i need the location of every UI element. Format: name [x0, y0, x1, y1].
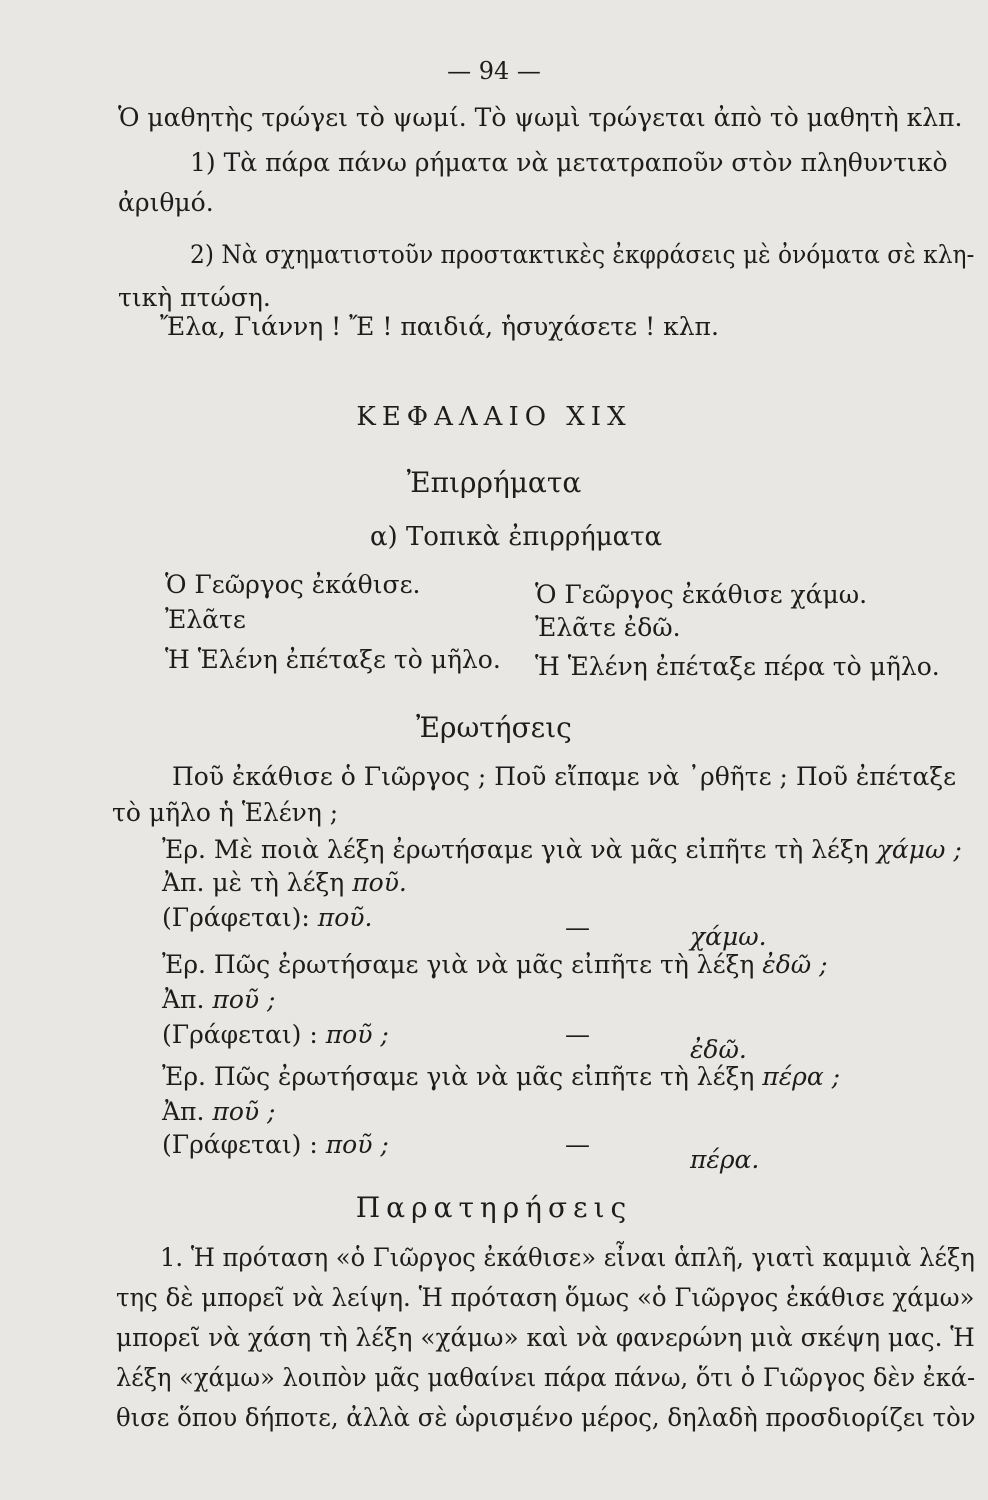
observation-line: 1. Ἡ πρόταση «ὁ Γιῶργος ἐκάθισε» εἶναι ἁπλῆ, γιατὶ καμμιὰ λέξη [160, 1243, 975, 1272]
question-line: Ποῦ ἐκάθισε ὁ Γιῶργος ; Ποῦ εἴπαμε νὰ ᾽ρθῆτε ; Ποῦ ἐπέταξε [172, 762, 957, 791]
chapter-title: ΚΕΦΑΛΑΙΟ XIX [356, 402, 632, 432]
dialogue-answer: Ἀπ. ποῦ ; [162, 1097, 276, 1126]
dialogue-written: (Γράφεται) : ποῦ ; [162, 1130, 389, 1159]
dialogue-word: ποῦ ; [325, 1020, 389, 1049]
exercise-2-line: 2) Νὰ σχηματιστοῦν προστακτικὲς ἐκφράσεις μὲ ὀνόματα σὲ κλη- [190, 240, 975, 269]
dialogue-written-answer: πέρα. [690, 1145, 760, 1174]
dialogue-written: (Γράφεται) : ποῦ ; [162, 1020, 389, 1049]
question-line: τὸ μῆλο ἡ Ἑλένη ; [112, 798, 339, 827]
questions-title: Ἐρωτήσεις [416, 711, 572, 744]
example-right: Ὁ Γεῶργος ἐκάθισε χάμω. [535, 580, 868, 609]
exercise-1-line: ἀριθμό. [118, 188, 214, 217]
dialogue-word: πέρα ; [762, 1062, 841, 1091]
exercise-1-line: 1) Τὰ πάρα πάνω ρήματα νὰ μετατραποῦν στὸν πληθυντικὸ [190, 148, 948, 177]
dialogue-word: χάμω ; [876, 835, 962, 864]
section-title: Ἐπιρρήματα [406, 466, 582, 499]
dialogue-answer: Ἀπ. μὲ τὴ λέξη ποῦ. [162, 868, 407, 897]
dialogue-question: Ἐρ. Πῶς ἐρωτήσαμε γιὰ νὰ μᾶς εἰπῆτε τὴ λέξη ἐδῶ ; [162, 950, 828, 979]
dialogue-word: ποῦ ; [212, 1097, 276, 1126]
dash: — [565, 913, 590, 942]
example-left: Ὁ Γεῶργος ἐκάθισε. [165, 570, 421, 599]
observation-line: λέξη «χάμω» λοιπὸν μᾶς μαθαίνει πάρα πάνω, ὅτι ὁ Γιῶργος δὲν ἐκά- [116, 1363, 976, 1392]
dialogue-word: ποῦ ; [212, 985, 276, 1014]
dialogue-written-answer: χάμω. [690, 922, 767, 951]
example-right: Ἐλᾶτε ἐδῶ. [535, 613, 681, 642]
dialogue-written-answer: ἐδῶ. [690, 1035, 747, 1064]
observation-line: μπορεῖ νὰ χάση τὴ λέξη «χάμω» καὶ νὰ φανερώνη μιὰ σκέψη μας. Ἡ [116, 1323, 975, 1352]
dialogue-word: ἐδῶ ; [762, 950, 828, 979]
intro-line: Ὁ μαθητὴς τρώγει τὸ ψωμί. Τὸ ψωμὶ τρώγεται ἀπὸ τὸ μαθητὴ κλπ. [118, 103, 963, 132]
dialogue-word: ποῦ. [317, 903, 373, 932]
dialogue-question: Ἐρ. Μὲ ποιὰ λέξη ἐρωτήσαμε γιὰ νὰ μᾶς εἰπῆτε τὴ λέξη χάμω ; [162, 835, 962, 864]
exercise-2-line: τικὴ πτώση. [118, 283, 271, 312]
exercise-2-example: Ἔλα, Γιάννη ! Ἔ ! παιδιά, ἡσυχάσετε ! κλπ. [160, 312, 719, 341]
subsection-title: α) Τοπικὰ ἐπιρρήματα [370, 522, 663, 552]
example-left: Ἐλᾶτε [165, 605, 246, 634]
dash: — [565, 1020, 590, 1049]
observation-line: θισε ὅπου δήποτε, ἀλλὰ σὲ ὡρισμένο μέρος, δηλαδὴ προσδιορίζει τὸν [116, 1403, 976, 1432]
dialogue-written: (Γράφεται): ποῦ. [162, 903, 373, 932]
dash: — [565, 1130, 590, 1159]
example-right: Ἡ Ἑλένη ἐπέταξε πέρα τὸ μῆλο. [535, 652, 940, 681]
example-left: Ἡ Ἑλένη ἐπέταξε τὸ μῆλο. [165, 645, 501, 674]
observation-line: της δὲ μπορεῖ νὰ λείψη. Ἡ πρόταση ὅμως «ὁ Γιῶργος ἐκάθισε χάμω» [116, 1283, 975, 1312]
dialogue-word: ποῦ. [352, 868, 407, 897]
observations-title: Παρατηρήσεις [355, 1191, 633, 1224]
page-number: — 94 — [447, 57, 541, 85]
dialogue-answer: Ἀπ. ποῦ ; [162, 985, 276, 1014]
dialogue-word: ποῦ ; [325, 1130, 389, 1159]
dialogue-question: Ἐρ. Πῶς ἐρωτήσαμε γιὰ νὰ μᾶς εἰπῆτε τὴ λέξη πέρα ; [162, 1062, 841, 1091]
